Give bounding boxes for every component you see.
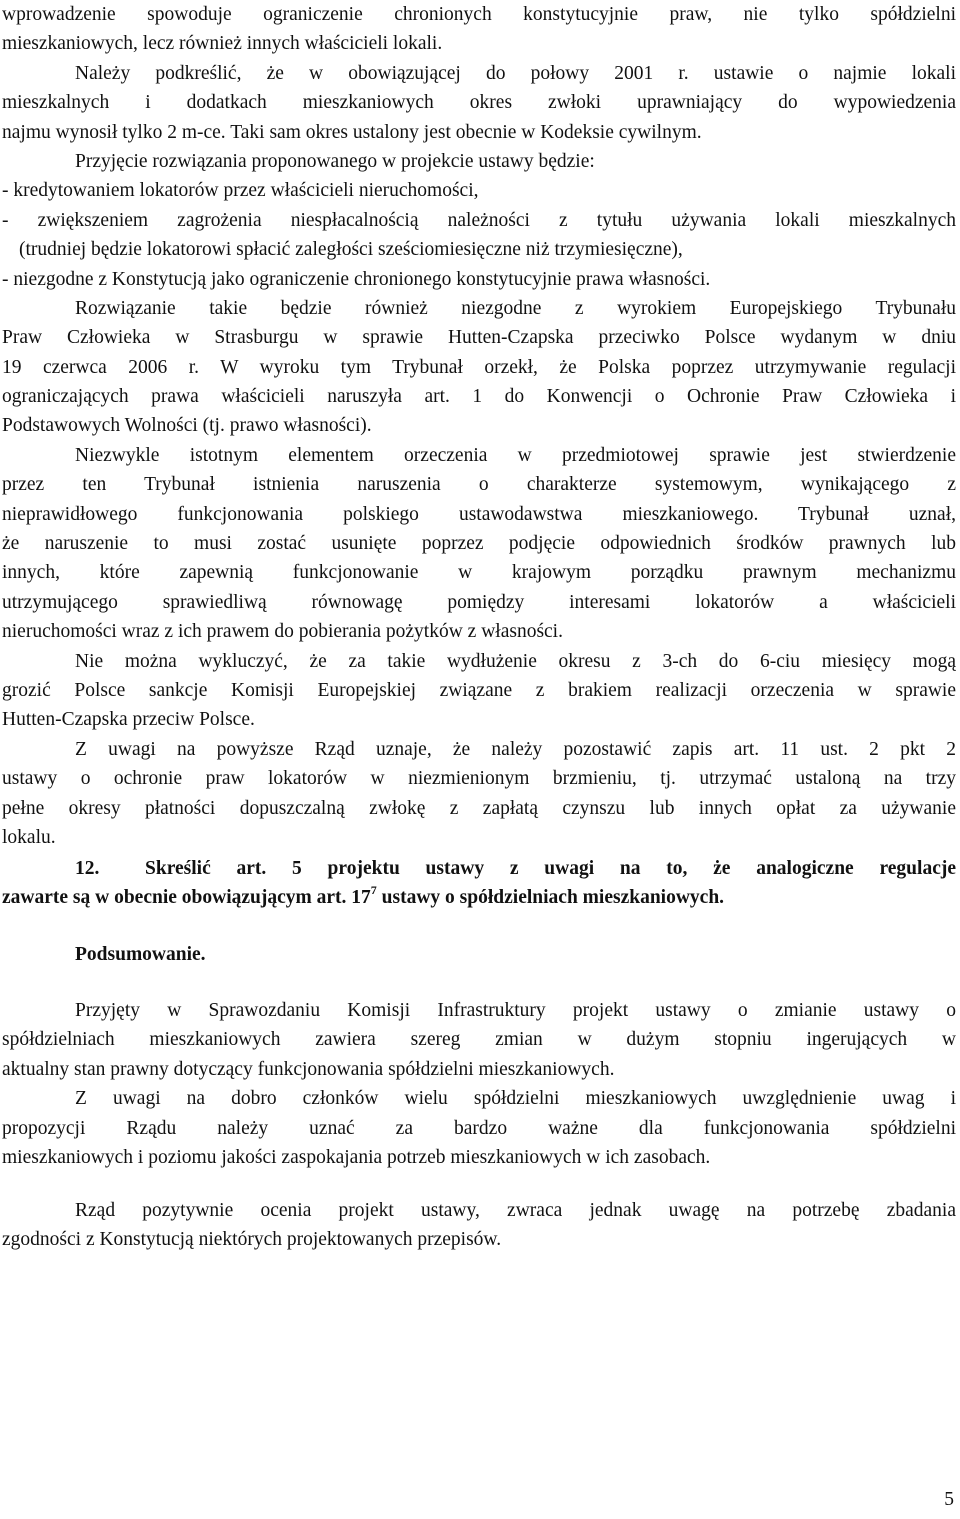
item-number: 12. (75, 858, 100, 879)
text-line: spółdzielniach mieszkaniowych zawiera szereg zmian w dużym stopniu ingerujących w (2, 1029, 956, 1051)
text-line: propozycji Rządu należy uznać za bardzo ważne dla funkcjonowania spółdzielni (2, 1117, 956, 1139)
text-line: Należy podkreślić, że w obowiązującej do połowy 2001 r. ustawie o najmie lokali (75, 62, 956, 84)
item-12-text: zawarte są w obecnie obowiązującym art. 17 (2, 887, 371, 909)
text-line: nieprawidłowego funkcjonowania polskiego ustawodawstwa mieszkaniowego. Trybunał uznał, (2, 503, 956, 525)
text-line: aktualny stan prawny dotyczący funkcjonowania spółdzielni mieszkaniowych. (2, 1058, 615, 1080)
text-line: utrzymującego sprawiedliwą równowagę pomiędzy interesami lokatorów a właścicieli (2, 591, 956, 613)
item-12 (2, 854, 956, 913)
text-line: innych, które zapewnią funkcjonowanie w krajowym porządku prawnym mechanizmu (2, 562, 956, 584)
text-line: pełne okresy płatności dopuszczalną zwłokę z zapłatą czynszu lub innych opłat za używanie (2, 797, 956, 819)
text-line: mieszkalnych i dodatkach mieszkaniowych okres zwłoki uprawniający do wypowiedzenia (2, 92, 956, 114)
text-line: Rozwiązanie takie będzie również niezgodne z wyrokiem Europejskiego Trybunału (75, 297, 956, 319)
text-line: najmu wynosił tylko 2 m-ce. Taki sam okres ustalony jest obecnie w Kodeksie cywilnym. (2, 121, 702, 143)
list-item: - zwiększeniem zagrożenia niespłacalnością należności z tytułu używania lokali mieszkalnych (2, 209, 956, 231)
text-line: lokalu. (2, 826, 56, 848)
section-heading: Podsumowanie. (75, 944, 206, 965)
text-line: mieszkaniowych i poziomu jakości zaspokajania potrzeb mieszkaniowych w ich zasobach. (2, 1146, 711, 1168)
text-line: 19 czerwca 2006 r. W wyroku tym Trybunał orzekł, że Polska poprzez utrzymywanie regulacji (2, 356, 956, 378)
summary-paragraph (2, 996, 956, 1172)
text-line: Hutten-Czapska przeciw Polsce. (2, 709, 255, 731)
summary-heading-block (2, 940, 956, 969)
text-line: ograniczających prawa właścicieli naruszyła art. 1 do Konwencji o Ochronie Praw Człowieka i (2, 386, 956, 408)
text-line: grozić Polsce sankcje Komisji Europejskiej związane z brakiem realizacji orzeczenia w sprawie (2, 679, 956, 701)
text-line: Podstawowych Wolności (tj. prawo własności). (2, 415, 372, 437)
text-line: nieruchomości wraz z ich prawem do pobierania pożytków z własności. (2, 621, 563, 643)
list-item: - niezgodne z Konstytucją jako ograniczenie chronionego konstytucyjnie prawa własności. (2, 268, 711, 290)
item-12-line-1 (2, 854, 956, 883)
item-12-line-2 (2, 883, 956, 912)
item-12-text: Skreślić art. 5 projektu ustawy z uwagi na to, że analogiczne regulacje (145, 858, 956, 879)
text-line: wprowadzenie spowoduje ograniczenie chronionych konstytucyjnie praw, nie tylko spółdzielni (2, 4, 956, 25)
summary-paragraph (2, 1196, 956, 1255)
item-12-text: ustawy o spółdzielniach mieszkaniowych. (376, 887, 725, 909)
body-text (2, 0, 956, 852)
text-line: Nie można wykluczyć, że za takie wydłużenie okresu z 3-ch do 6-ciu miesięcy mogą (75, 650, 956, 672)
text-line: zgodności z Konstytucją niektórych projektowanych przepisów. (2, 1229, 502, 1251)
text-line: Z uwagi na dobro członków wielu spółdzielni mieszkaniowych uwzględnienie uwag i (75, 1088, 956, 1110)
text-line: Przyjęcie rozwiązania proponowanego w projekcie ustawy będzie: (75, 150, 595, 172)
text-line: że naruszenie to musi zostać usunięte poprzez podjęcie odpowiednich środków prawnych lub (2, 533, 956, 555)
text-line: Niezwykle istotnym elementem orzeczenia w przedmiotowej sprawie jest stwierdzenie (75, 444, 956, 466)
text-line: Przyjęty w Sprawozdaniu Komisji Infrastruktury projekt ustawy o zmianie ustawy o (75, 1000, 956, 1021)
superscript: 7 (370, 883, 377, 898)
text-line: przez ten Trybunał istnienia naruszenia o charakterze systemowym, wynikającego z (2, 474, 956, 496)
text-line: mieszkaniowych, lecz również innych właścicieli lokali. (2, 33, 443, 55)
list-item-continuation: (trudniej będzie lokatorowi spłacić zaległości sześciomiesięczne niż trzymiesięczne), (19, 239, 683, 261)
text-line: Z uwagi na powyższe Rząd uznaje, że należy pozostawić zapis art. 11 ust. 2 pkt 2 (75, 738, 956, 760)
text-line: Rząd pozytywnie ocenia projekt ustawy, zwraca jednak uwagę na potrzebę zbadania (75, 1200, 956, 1221)
text-line: Praw Człowieka w Strasburgu w sprawie Hutten-Czapska przeciwko Polsce wydanym w dniu (2, 327, 956, 349)
list-item: - kredytowaniem lokatorów przez właścicieli nieruchomości, (2, 180, 479, 202)
text-line: ustawy o ochronie praw lokatorów w niezmienionym brzmieniu, tj. utrzymać ustaloną na trzy (2, 768, 956, 790)
page-number: 5 (944, 1489, 954, 1510)
